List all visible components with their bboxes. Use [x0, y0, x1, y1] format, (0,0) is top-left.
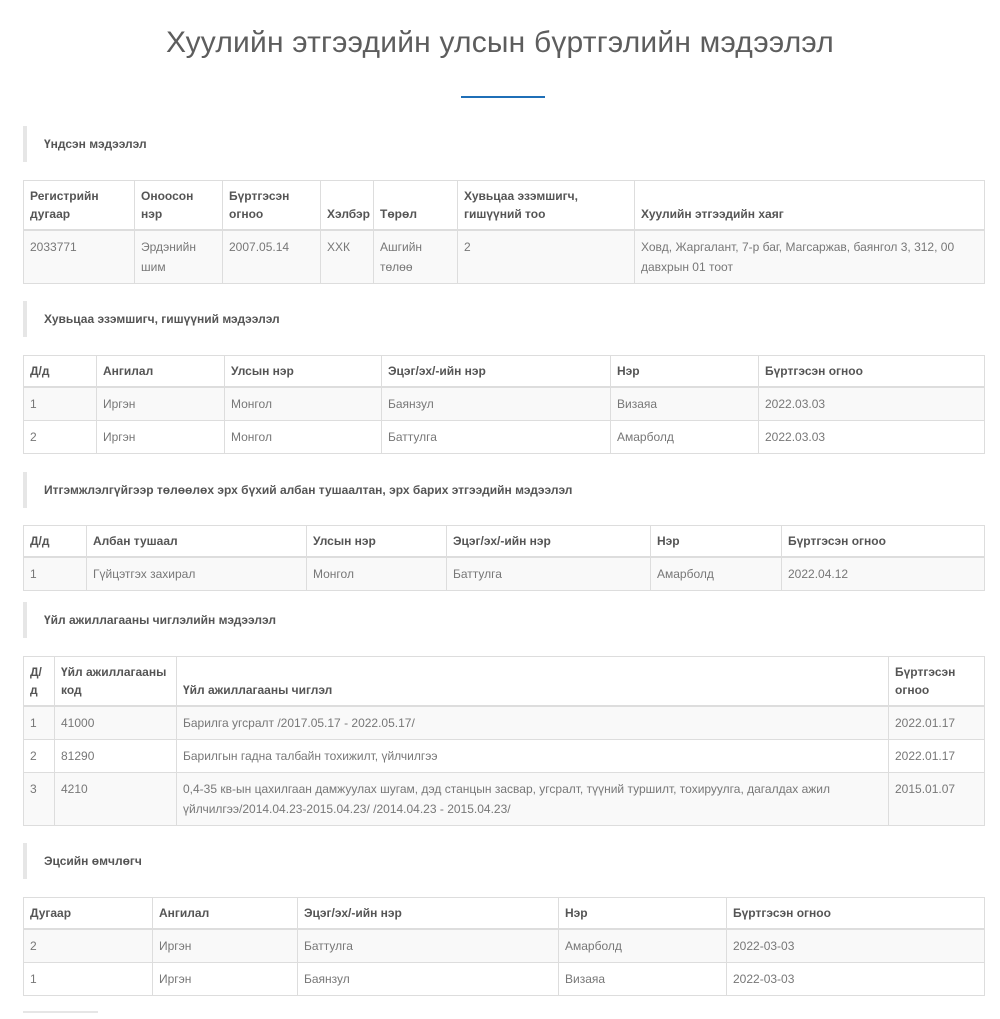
table-cell: 1	[24, 387, 97, 421]
column-header: Дугаар	[24, 898, 153, 930]
table-cell: 4210	[55, 773, 177, 826]
table-header-row	[24, 657, 985, 707]
column-header: Эцэг/эх/-ийн нэр	[298, 898, 559, 930]
table-cell: 2015.01.07	[889, 773, 985, 826]
column-header: Хувьцаа эзэмшигч, гишүүний тоо	[458, 181, 635, 231]
section-heading-officials: Итгэмжлэлгүйгээр төлөөлөх эрх бүхий албан тушаалтан, эрх барих этгээдийн мэдээлэл	[23, 472, 572, 508]
table-cell: Эрдэнийн шим	[135, 230, 223, 284]
column-header: Ангилал	[153, 898, 298, 930]
table-cell: 41000	[55, 706, 177, 740]
column-header: Бүртгэсэн огноо	[889, 657, 985, 707]
table-cell: Монгол	[307, 557, 447, 591]
table-header-row	[24, 526, 985, 558]
section-heading-activities: Үйл ажиллагааны чиглэлийн мэдээлэл	[23, 602, 276, 638]
table-cell: ХХК	[321, 230, 374, 284]
column-header: Улсын нэр	[307, 526, 447, 558]
table-cell: Иргэн	[97, 387, 225, 421]
table-cell: 2	[24, 929, 153, 963]
table-cell: Визаяа	[611, 387, 759, 421]
table-cell: 1	[24, 706, 55, 740]
table-header-row	[24, 898, 985, 930]
table-cell: 2022-03-03	[727, 929, 985, 963]
table-cell: Гүйцэтгэх захирал	[87, 557, 307, 591]
officials-table	[23, 525, 985, 591]
table-cell: 2	[24, 421, 97, 454]
column-header: Албан тушаал	[87, 526, 307, 558]
column-header: Ангилал	[97, 356, 225, 388]
column-header: Эцэг/эх/-ийн нэр	[382, 356, 611, 388]
table-cell: 3	[24, 773, 55, 826]
page-title: Хуулийн этгээдийн улсын бүртгэлийн мэдээлэл	[166, 26, 834, 59]
table-cell: Ховд, Жаргалант, 7-р баг, Магсаржав, баянгол 3, 312, 00 давхрын 01 тоот	[635, 230, 985, 284]
table-cell: Монгол	[225, 387, 382, 421]
column-header: Нэр	[651, 526, 782, 558]
table-cell: 2022.01.17	[889, 706, 985, 740]
section-heading-shareholders: Хувьцаа эзэмшигч, гишүүний мэдээлэл	[23, 301, 280, 337]
shareholders-table	[23, 355, 985, 454]
table-cell: Барилга угсралт /2017.05.17 - 2022.05.17/	[177, 706, 889, 740]
column-header: Улсын нэр	[225, 356, 382, 388]
column-header: Регистрийн дугаар	[24, 181, 135, 231]
table-cell: 2007.05.14	[223, 230, 321, 284]
table-cell: Амарболд	[559, 929, 727, 963]
table-cell: 1	[24, 557, 87, 591]
table-row	[24, 773, 985, 826]
table-cell: Амарболд	[651, 557, 782, 591]
column-header: Бүртгэсэн огноо	[782, 526, 985, 558]
column-header: Хэлбэр	[321, 181, 374, 231]
column-header: Хуулийн этгээдийн хаяг	[635, 181, 985, 231]
table-cell: Баянзул	[298, 963, 559, 996]
table-header-row	[24, 356, 985, 388]
table-cell: 2	[24, 740, 55, 773]
table-cell: 2022.03.03	[759, 387, 985, 421]
column-header: Д/д	[24, 356, 97, 388]
table-cell: Баттулга	[447, 557, 651, 591]
table-row	[24, 421, 985, 454]
table-cell: Визаяа	[559, 963, 727, 996]
column-header: Нэр	[611, 356, 759, 388]
table-row	[24, 387, 985, 421]
column-header: Оноосон нэр	[135, 181, 223, 231]
table-row	[24, 706, 985, 740]
section-heading-beneficial: Эцсийн өмчлөгч	[23, 843, 142, 879]
column-header: Бүртгэсэн огноо	[727, 898, 985, 930]
table-cell: 81290	[55, 740, 177, 773]
activities-table	[23, 656, 985, 826]
table-cell: Иргэн	[97, 421, 225, 454]
column-header: Д/д	[24, 657, 55, 707]
basic-info-table	[23, 180, 985, 284]
table-cell: 2022.03.03	[759, 421, 985, 454]
column-header: Үйл ажиллагааны код	[55, 657, 177, 707]
table-header-row	[24, 181, 985, 231]
column-header: Д/д	[24, 526, 87, 558]
table-row	[24, 929, 985, 963]
table-cell: Баянзул	[382, 387, 611, 421]
column-header: Бүртгэсэн огноо	[759, 356, 985, 388]
table-cell: Барилгын гадна талбайн тохижилт, үйлчилгээ	[177, 740, 889, 773]
table-cell: Монгол	[225, 421, 382, 454]
title-underline	[461, 96, 545, 98]
table-cell: Баттулга	[298, 929, 559, 963]
table-cell: 2	[458, 230, 635, 284]
table-cell: 2022.04.12	[782, 557, 985, 591]
table-cell: 2022-03-03	[727, 963, 985, 996]
bottom-divider	[23, 1011, 98, 1013]
table-cell: Иргэн	[153, 929, 298, 963]
column-header: Бүртгэсэн огноо	[223, 181, 321, 231]
table-cell: Ашгийн төлөө	[374, 230, 458, 284]
column-header: Нэр	[559, 898, 727, 930]
column-header: Эцэг/эх/-ийн нэр	[447, 526, 651, 558]
table-row	[24, 963, 985, 996]
column-header: Төрөл	[374, 181, 458, 231]
table-cell: Баттулга	[382, 421, 611, 454]
beneficial-owner-table	[23, 897, 985, 996]
table-cell: 2022.01.17	[889, 740, 985, 773]
table-cell: 2033771	[24, 230, 135, 284]
section-heading-basic: Үндсэн мэдээлэл	[23, 126, 147, 162]
table-row	[24, 740, 985, 773]
table-row	[24, 230, 985, 284]
table-cell: Амарболд	[611, 421, 759, 454]
column-header: Үйл ажиллагааны чиглэл	[177, 657, 889, 707]
table-cell: Иргэн	[153, 963, 298, 996]
table-cell: 1	[24, 963, 153, 996]
table-cell: 0,4-35 кв-ын цахилгаан дамжуулах шугам, дэд станцын засвар, угсралт, түүний туршилт, тохируулга, дагалдах ажил үйлчилгээ/2014.04.23-2015.04.23/ /2014.04.23 - 2015.04.23/	[177, 773, 889, 826]
table-row	[24, 557, 985, 591]
